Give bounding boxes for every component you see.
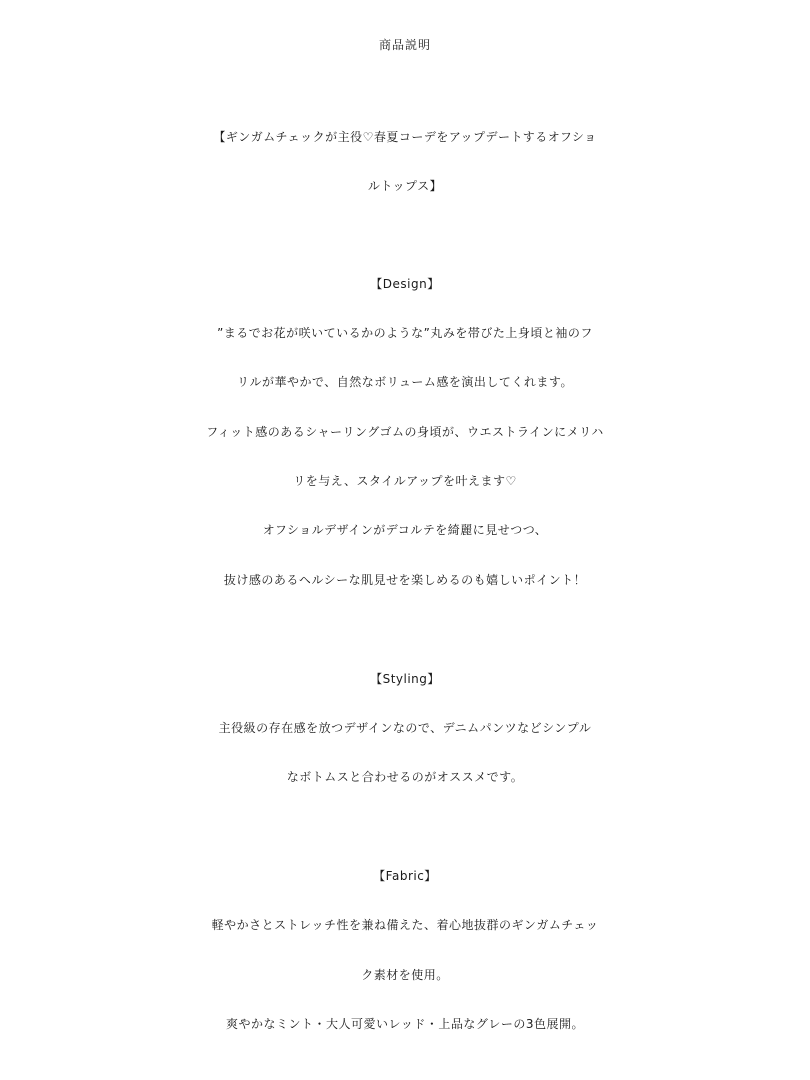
design-text-line: リルが華やかで、自然なボリューム感を演出してくれます。 xyxy=(237,375,573,389)
fabric-heading: 【Fabric】 xyxy=(373,869,437,883)
headline-line-2: ルトップス】 xyxy=(367,179,443,193)
fabric-text-line: 爽やかなミント・大人可愛いレッド・上品なグレーの3色展開。 xyxy=(225,1017,585,1031)
page-title: 商品説明 xyxy=(378,38,431,52)
headline-line-1: 【ギンガムチェックが主役♡春夏コーデをアップデートするオフショ xyxy=(213,130,597,144)
design-text-line: オフショルデザインがデコルテを綺麗に見せつつ、 xyxy=(262,523,548,537)
styling-heading: 【Styling】 xyxy=(370,672,440,686)
fabric-text-line: 軽やかさとストレッチ性を兼ね備えた、着心地抜群のギンガムチェッ xyxy=(211,918,599,932)
design-text-line: フィット感のあるシャーリングゴムの身頃が、ウエストラインにメリハ xyxy=(206,425,604,439)
fabric-text-line: ク素材を使用。 xyxy=(361,968,449,982)
styling-text-line: 主役級の存在感を放つデザインなので、デニムパンツなどシンプル xyxy=(218,721,592,735)
design-text-line: ”まるでお花が咲いているかのような”丸みを帯びた上身頃と袖のフ xyxy=(217,326,593,340)
styling-text-line: なボトムスと合わせるのがオススメです。 xyxy=(286,770,524,784)
design-heading: 【Design】 xyxy=(370,277,440,291)
design-text-line: リを与え、スタイルアップを叶えます♡ xyxy=(293,474,517,488)
design-text-line: 抜け感のあるヘルシーな肌見せを楽しめるのも嬉しいポイント！ xyxy=(223,573,587,587)
